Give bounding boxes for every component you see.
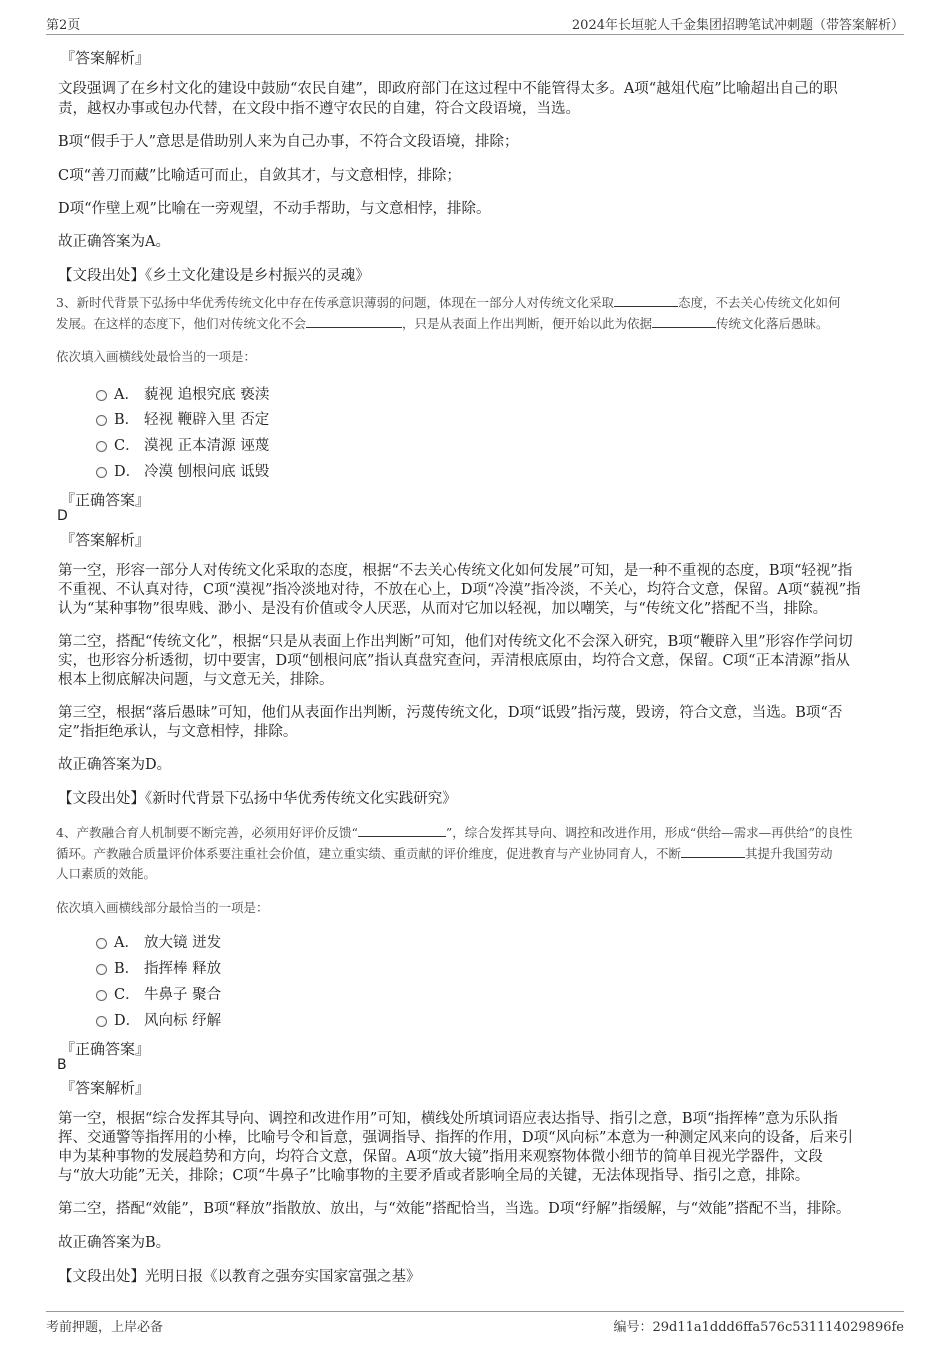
q3-analysis-p1-line2: 不重视、不认真对待，C项“漠视”指冷淡地对待，不放在心上，D项“冷漠”指冷淡，不关心，均符合文意，保留。A项“藐视”指 <box>58 582 861 598</box>
page-footer <box>46 1311 904 1336</box>
q3-correct-answer: D <box>57 508 68 524</box>
q2-conclusion: 故正确答案为A。 <box>58 234 170 250</box>
radio-icon[interactable] <box>96 964 107 975</box>
q3-source: 【文段出处】《新时代背景下弘扬中华优秀传统文化实践研究》 <box>58 791 457 807</box>
q3-analysis-label: 『答案解析』 <box>60 531 151 549</box>
q4-instruction: 依次填入画横线部分最恰当的一项是： <box>56 900 269 915</box>
q2-analysis-p1-line2: 责，越权办事或包办代替，在文段中指不遵守农民的自建，符合文段语境，当选。 <box>58 101 580 117</box>
document-id: 编号：29d11a1ddd6ffa576c531114029896fe <box>613 1320 904 1335</box>
radio-icon[interactable] <box>96 938 107 949</box>
q3-instruction: 依次填入画横线处最恰当的一项是： <box>56 349 257 364</box>
radio-icon[interactable] <box>96 990 107 1001</box>
q3-blank-3 <box>652 315 716 328</box>
q3-stem-line2: 发展。在这样的态度下，他们对传统文化不会 ，只是从表面上作出判断，便开始以此为依据 传统文化落后愚昧。 <box>56 316 829 331</box>
q3-conclusion: 故正确答案为D。 <box>58 757 172 773</box>
q2-analysis-p1-line1: 文段强调了在乡村文化的建设中鼓励“农民自建”，即政府部门在这过程中不能管得太多。A项“越俎代庖”比喻超出自己的职 <box>58 81 838 97</box>
q4-correct-answer: B <box>57 1057 67 1073</box>
q4-source: 【文段出处】光明日报《以教育之强夯实国家富强之基》 <box>58 1269 421 1285</box>
q4-stem-line2: 循环。产教融合质量评价体系要注重社会价值，建立重实绩、重贡献的评价维度，促进教育与产业协同育人，不断 其提升我国劳动 <box>56 846 833 861</box>
footer-slogan: 考前押题，上岸必备 <box>46 1320 164 1335</box>
radio-icon[interactable] <box>96 441 107 452</box>
q3-analysis-p2-line1: 第二空，搭配“传统文化”，根据“只是从表面上作出判断”可知，他们对传统文化不会深入研究，B项“鞭辟入里”形容作学问切 <box>58 634 853 650</box>
q3-blank-1 <box>614 294 678 307</box>
q4-stem-line3: 人口素质的效能。 <box>56 866 157 881</box>
q3-analysis-p2-line2: 实，也形容分析透彻，切中要害，D项“刨根问底”指认真盘究查问，弄清根底原由，均符合文意，保留。C项“正本清源”指从 <box>58 653 850 669</box>
q2-analysis-p2: B项“假手于人”意思是借助别人来为自己办事，不符合文段语境，排除； <box>58 134 519 150</box>
q3-blank-2 <box>306 315 402 328</box>
q4-analysis-p2: 第二空，搭配“效能”，B项“释放”指散放、放出，与“效能”搭配恰当，当选。D项“纾解”指缓解，与“效能”搭配不当，排除。 <box>58 1201 851 1217</box>
q3-analysis-p3-line1: 第三空，根据“落后愚昧”可知，他们从表面作出判断，污蔑传统文化，D项“诋毁”指污蔑，毁谤，符合文意，当选。B项“否 <box>58 705 843 721</box>
q4-analysis-p1-line3: 申为某种事物的发展趋势和方向，均符合文意，保留。A项“放大镜”指用来观察物体微小细节的简单目视光学器件，文段 <box>58 1149 823 1165</box>
q2-analysis-label: 『答案解析』 <box>60 49 151 67</box>
q4-analysis-p1-line4: 与“放大功能”无关，排除；C项“牛鼻子”比喻事物的主要矛盾或者影响全局的关键，无法体现指导、指引之意，排除。 <box>58 1168 810 1184</box>
radio-icon[interactable] <box>96 390 107 401</box>
document-title: 2024年长垣驼人千金集团招聘笔试冲刺题（带答案解析） <box>571 18 904 33</box>
radio-icon[interactable] <box>96 415 107 426</box>
q4-conclusion: 故正确答案为B。 <box>58 1235 171 1251</box>
radio-icon[interactable] <box>96 467 107 478</box>
q3-analysis-p3-line2: 定”指拒绝承认，与文意相悖，排除。 <box>58 724 298 740</box>
q3-stem-line1: 3、新时代背景下弘扬中华优秀传统文化中存在传承意识薄弱的问题，体现在一部分人对传统文化采取 态度，不去关心传统文化如何 <box>56 295 841 310</box>
q3-analysis-p2-line3: 根本上彻底解决问题，与文意无关，排除。 <box>58 672 334 688</box>
q4-analysis-label: 『答案解析』 <box>60 1079 151 1097</box>
q2-analysis-p3: C项“善刀而藏”比喻适可而止，自敛其才，与文意相悖，排除； <box>58 168 461 184</box>
q4-analysis-p1-line2: 挥、交通警等指挥用的小棒，比喻号令和旨意，强调指导、指挥的作用，D项“风向标”本意为一种测定风来向的设备，后来引 <box>58 1130 853 1146</box>
q4-correct-label: 『正确答案』 <box>60 1040 151 1058</box>
q4-blank-2 <box>681 845 745 858</box>
q2-source: 【文段出处】《乡土文化建设是乡村振兴的灵魂》 <box>58 268 370 284</box>
q3-correct-label: 『正确答案』 <box>60 491 151 509</box>
q4-analysis-p1-line1: 第一空，根据“综合发挥其导向、调控和改进作用”可知，横线处所填词语应表达指导、指引之意，B项“指挥棒”意为乐队指 <box>58 1111 838 1127</box>
page-number: 第2页 <box>46 18 81 33</box>
q4-blank-1 <box>358 824 446 837</box>
q3-analysis-p1-line1: 第一空，形容一部分人对传统文化采取的态度，根据“不去关心传统文化如何发展”可知，是一种不重视的态度，B项“轻视”指 <box>58 563 853 579</box>
radio-icon[interactable] <box>96 1016 107 1027</box>
q4-stem-line1: 4、产教融合育人机制要不断完善，必须用好评价反馈“ ”，综合发挥其导向、调控和改进作用，形成“供给—需求—再供给”的良性 <box>56 825 853 840</box>
q3-analysis-p1-line3: 认为“某种事物”很卑贱、渺小、是没有价值或令人厌恶，从而对它加以轻视，加以嘲笑，与“传统文化”搭配不当，排除。 <box>58 601 828 617</box>
q2-analysis-p4: D项“作壁上观”比喻在一旁观望，不动手帮助，与文意相悖，排除。 <box>58 201 491 217</box>
page-header <box>46 12 904 35</box>
